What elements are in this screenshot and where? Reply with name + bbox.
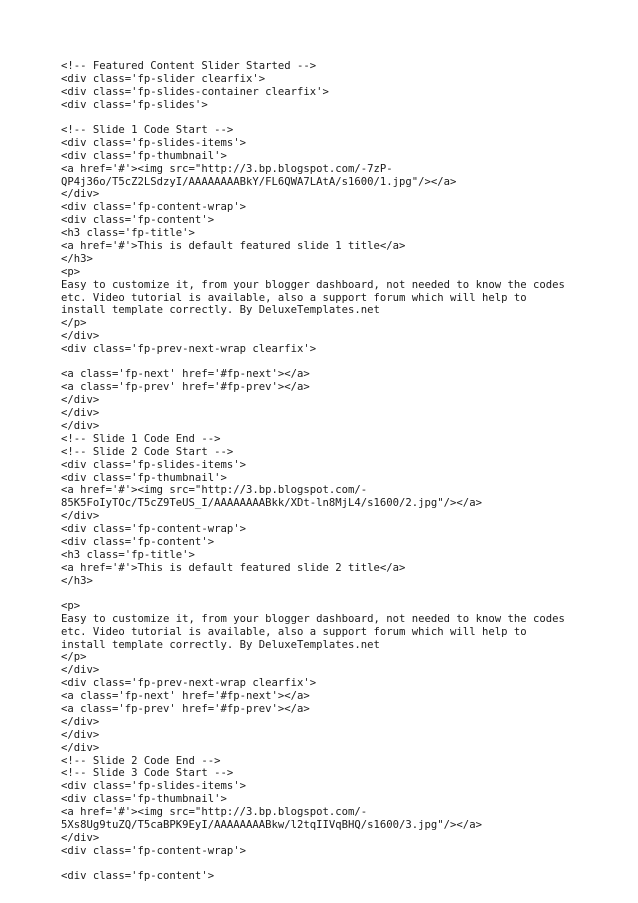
- code-line: </div>: [61, 741, 100, 754]
- code-line: <!-- Slide 1 Code Start -->: [61, 123, 234, 136]
- code-line: <div class='fp-slides-items'>: [61, 780, 246, 793]
- code-line: <div class='fp-slider clearfix'>: [61, 72, 266, 85]
- code-line: </div>: [61, 510, 100, 523]
- code-line: <a href='#'><img src="http://3.bp.blogspot.com/-: [61, 484, 368, 497]
- code-line: <div class='fp-content-wrap'>: [61, 844, 246, 857]
- code-line: </div>: [61, 664, 100, 677]
- code-line: </div>: [61, 188, 100, 201]
- code-line: <a href='#'>This is default featured slide 1 title</a>: [61, 239, 406, 252]
- code-line: <!-- Slide 2 Code End -->: [61, 754, 221, 767]
- code-line: <div class='fp-slides'>: [61, 98, 208, 111]
- code-block: [61, 124, 621, 356]
- code-line: Easy to customize it, from your blogger dashboard, not needed to know the codes: [61, 278, 565, 291]
- code-line: <div class='fp-content-wrap'>: [61, 523, 246, 536]
- code-line: <div class='fp-prev-next-wrap clearfix'>: [61, 343, 317, 356]
- code-line: </div>: [61, 419, 100, 432]
- code-line: </div>: [61, 330, 100, 343]
- code-line: etc. Video tutorial is available, also a support forum which will help to: [61, 625, 527, 638]
- code-listing: [61, 60, 621, 883]
- code-line: <div class='fp-prev-next-wrap clearfix'>: [61, 677, 317, 690]
- code-line: <div class='fp-slides-items'>: [61, 458, 246, 471]
- code-line: install template correctly. By DeluxeTemplates.net: [61, 304, 380, 317]
- code-line: </div>: [61, 715, 100, 728]
- code-line: <a class='fp-prev' href='#fp-prev'></a>: [61, 703, 310, 716]
- code-line: <div class='fp-content'>: [61, 214, 215, 227]
- code-line: <div class='fp-content-wrap'>: [61, 201, 246, 214]
- code-line: <div class='fp-thumbnail'>: [61, 149, 227, 162]
- code-line: <p>: [61, 599, 81, 612]
- block-spacer: [61, 858, 621, 870]
- code-line: install template correctly. By DeluxeTemplates.net: [61, 638, 380, 651]
- code-line: <!-- Slide 2 Code Start -->: [61, 445, 234, 458]
- code-line: <!-- Slide 1 Code End -->: [61, 432, 221, 445]
- code-line: </div>: [61, 394, 100, 407]
- code-line: <div class='fp-slides-items'>: [61, 136, 246, 149]
- code-line: <p>: [61, 265, 81, 278]
- code-line: QP4j36o/T5cZ2LSdzyI/AAAAAAAABkY/FL6QWA7LAtA/s1600/1.jpg"/></a>: [61, 175, 457, 188]
- code-line: 5Xs8Ug9tuZQ/T5caBPK9EyI/AAAAAAAABkw/l2tqIIVqBHQ/s1600/3.jpg"/></a>: [61, 819, 482, 832]
- code-line: <h3 class='fp-title'>: [61, 548, 195, 561]
- code-block: [61, 870, 621, 883]
- block-spacer: [61, 112, 621, 124]
- code-block: [61, 600, 621, 858]
- code-line: </p>: [61, 317, 87, 330]
- code-line: <a class='fp-next' href='#fp-next'></a>: [61, 368, 310, 381]
- code-line: </h3>: [61, 574, 93, 587]
- code-line: </div>: [61, 831, 100, 844]
- code-line: </div>: [61, 407, 100, 420]
- code-line: <a href='#'>This is default featured slide 2 title</a>: [61, 561, 406, 574]
- code-line: 85K5FoIyTOc/T5cZ9TeUS_I/AAAAAAAABkk/XDt-ln8MjL4/s1600/2.jpg"/></a>: [61, 497, 482, 510]
- block-spacer: [61, 356, 621, 368]
- code-line: <!-- Featured Content Slider Started -->: [61, 60, 317, 72]
- code-line: <div class='fp-thumbnail'>: [61, 793, 227, 806]
- code-line: <a class='fp-next' href='#fp-next'></a>: [61, 690, 310, 703]
- code-line: <!-- Slide 3 Code Start -->: [61, 767, 234, 780]
- code-line: <div class='fp-slides-container clearfix'>: [61, 85, 329, 98]
- code-line: <div class='fp-content'>: [61, 870, 215, 883]
- block-spacer: [61, 588, 621, 600]
- code-line: <div class='fp-content'>: [61, 535, 215, 548]
- code-block: [61, 60, 621, 112]
- code-line: <h3 class='fp-title'>: [61, 227, 195, 240]
- code-line: <a class='fp-prev' href='#fp-prev'></a>: [61, 381, 310, 394]
- code-line: </p>: [61, 651, 87, 664]
- code-line: etc. Video tutorial is available, also a support forum which will help to: [61, 291, 527, 304]
- code-line: <a href='#'><img src="http://3.bp.blogspot.com/-7zP-: [61, 162, 393, 175]
- code-line: Easy to customize it, from your blogger dashboard, not needed to know the codes: [61, 612, 565, 625]
- code-line: </div>: [61, 728, 100, 741]
- code-line: <a href='#'><img src="http://3.bp.blogspot.com/-: [61, 806, 368, 819]
- code-line: <div class='fp-thumbnail'>: [61, 471, 227, 484]
- code-line: </h3>: [61, 252, 93, 265]
- code-block: [61, 368, 621, 587]
